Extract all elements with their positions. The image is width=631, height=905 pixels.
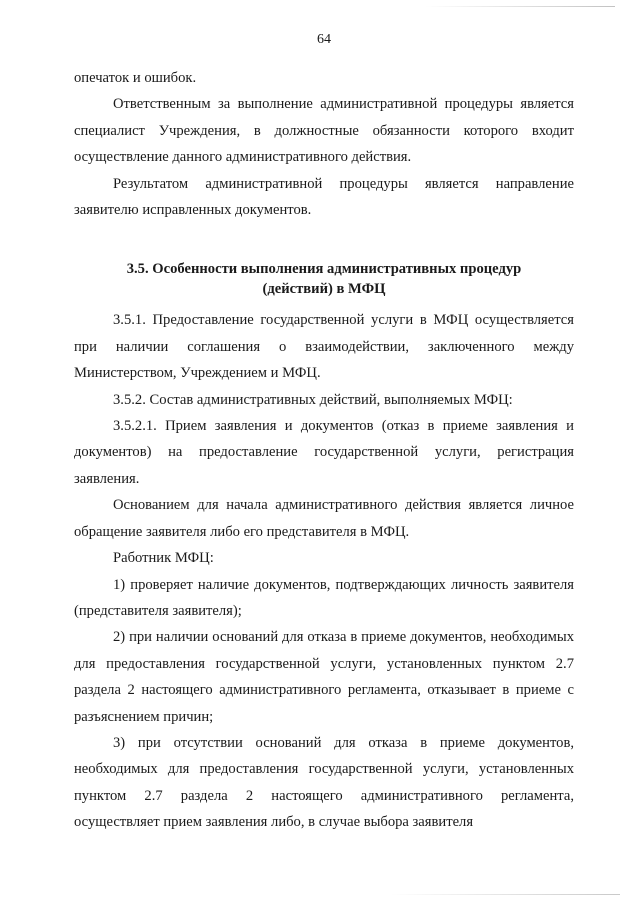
paragraph-result: Результатом административной процедуры является направление заявителю исправленных документов. <box>74 175 574 219</box>
paragraph-continuation: опечаток и ошибок. <box>74 70 197 86</box>
list-item-1: 1) проверяет наличие документов, подтверждающих личность заявителя (представителя заявителя); <box>74 576 574 619</box>
paragraph-basis: Основанием для начала административного действия является личное обращение заявителя либо его представителя в МФЦ. <box>74 497 574 540</box>
paragraph-3-5-2-1: 3.5.2.1. Прием заявления и документов (отказ в приеме заявления и документов) на предоставление государственной услуги, регистрация заявления. <box>74 418 574 487</box>
list-item-2: 2) при наличии оснований для отказа в приеме документов, необходимых для предоставления государственной услуги, установленных пунктом 2.7 раздела 2 настоящего административного регламента, отказывает в приеме с разъяснением причин; <box>74 629 574 725</box>
scan-edge-line-bottom <box>390 894 620 895</box>
paragraph-3-5-2: 3.5.2. Состав административных действий, выполняемых МФЦ: <box>113 391 513 408</box>
list-item-3: 3) при отсутствии оснований для отказа в приеме документов, необходимых для предоставления государственной услуги, установленных пунктом 2.7 раздела 2 настоящего административного регламента, осуществляет прием заявления либо, в случае выбора заявителя <box>74 734 574 831</box>
section-heading <box>74 259 574 299</box>
section-heading-line-1: 3.5. Особенности выполнения административных процедур <box>126 261 522 278</box>
paragraph-3-5-1: 3.5.1. Предоставление государственной услуги в МФЦ осуществляется при наличии соглашения о взаимодействии, заключенного между Министерством, Учреждением и МФЦ. <box>74 312 574 382</box>
page-number: 64 <box>317 32 331 47</box>
paragraph-responsible: Ответственным за выполнение административной процедуры является специалист Учреждения, в должностные обязанности которого входит осуществление данного административного действия. <box>74 96 574 166</box>
scan-edge-line-top <box>425 6 615 7</box>
section-heading-line-2: (действий) в МФЦ <box>262 281 386 298</box>
paragraph-worker: Работник МФЦ: <box>113 550 214 567</box>
